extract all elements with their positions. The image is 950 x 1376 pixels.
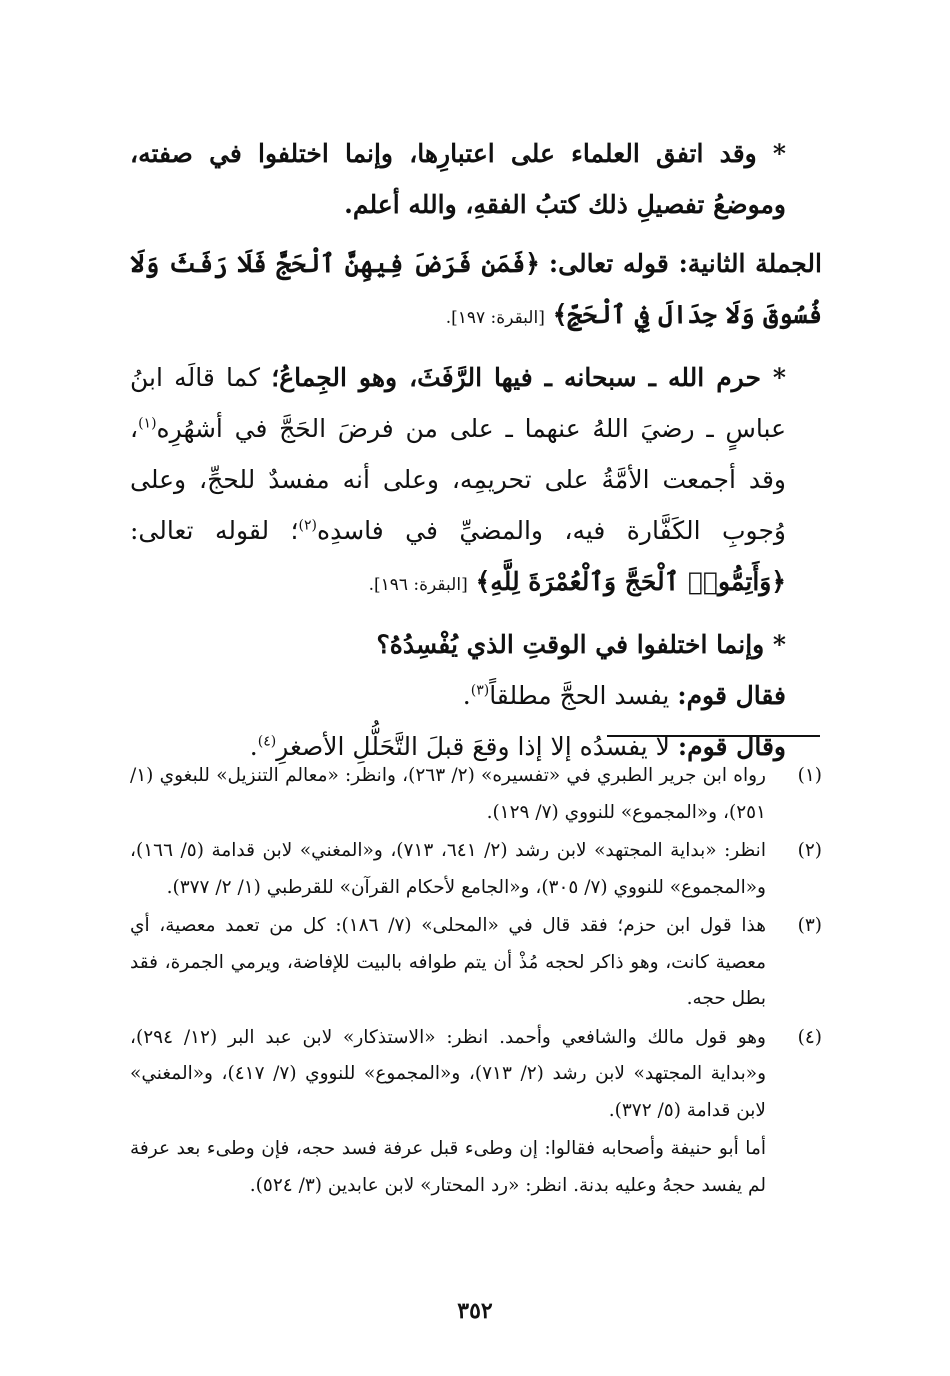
quran-verse-196: ﴿وَأَتِمُّوا۟ ٱلْحَجَّ وَٱلْعُمْرَةَ لِلَّهِ﴾ [475,567,786,596]
footnotes [130,758,822,1204]
footnote-divider [607,735,820,737]
page-number: ٣٥٢ [457,1298,493,1324]
quran-verse-197: ﴿فَمَن فَرَضَ فِيهِنَّ ٱلْحَجَّ فَلَا رَفَثَ وَلَا فُسُوقَ وَلَا جِدَالَ فِي ٱلْحَجِّ﴾ [130,249,822,329]
footnote-2 [130,833,822,906]
paragraph-5-label: فقال قوم: [677,681,786,710]
verse-reference-197: [البقرة: ١٩٧]. [445,308,545,328]
footnote-4-continuation: أما أبو حنيفة وأصحابه فقالوا: إن وطىء قبل عرفة فسد حجه، فإن وطىء بعد عرفة لم يفسد حجهُ وعليه بدنة. انظر: «رد المحتار» لابن عابدين (٣/ ٥٢٤). [130,1138,766,1196]
footnote-number: (٢) [797,840,822,861]
paragraph-5-end: . [462,681,471,710]
footnote-ref-2: (٢) [298,517,317,534]
paragraph-3-text-3: ؛ لقوله تعالى: [130,516,299,545]
paragraph-3-bold: * حرم الله ـ سبحانه ـ فيها الرَّفَثَ، وهو الجِماعُ؛ [271,363,787,392]
footnote-ref-4: (٤) [257,733,277,750]
footnote-text: هذا قول ابن حزم؛ فقد قال في «المحلى» (٧/ ١٨٦): كل من تعمد معصية، أي معصية كانت، وهو ذاكر لحجه مُذْ أن يتم طوافه بالبيت للإفاضة، ويرمي الجمرة، فقد بطل حجه. [130,915,767,1009]
footnote-3 [130,908,822,1018]
main-text [130,128,822,772]
paragraph-2 [130,238,822,344]
paragraph-6-label: وقال قوم: [677,732,786,761]
paragraph-4-text: * وإنما اختلفوا في الوقتِ الذي يُفْسِدُهُ؟ [376,630,786,659]
footnote-text: انظر: «بداية المجتهد» لابن رشد (٢/ ٦٤١، ٧١٣)، و«المغني» لابن قدامة (٥/ ١٦٦)، و«المجموع» للنووي (٧/ ٣٠٥)، و«الجامع لأحكام القرآن» للقرطبي (١/ ٢/ ٣٧٧). [130,840,766,898]
paragraph-5 [130,670,822,721]
paragraph-3-text-2: ، وقد أجمعت الأمَّةُ على تحريمِه، وعلى أنه مفسدٌ للحجِّ، وعلى وُجوبِ الكَفَّارة فيه، والمضيِّ في فاسدِه [130,414,786,545]
footnote-ref-3: (٣) [470,682,490,699]
paragraph-6-text: لا يفسدُه إلا إذا وقعَ قبلَ التَّحَلُّلِ الأصغرِ [276,732,670,761]
footnote-number: (٣) [797,915,822,936]
footnote-4 [130,1020,822,1130]
footnote-text: رواه ابن جرير الطبري في «تفسيره» (٢/ ٢٦٣)، وانظر: «معالم التنزيل» للبغوي (١/ ٢٥١)، و«المجموع» للنووي (٧/ ١٢٩). [130,765,766,823]
paragraph-3-text: كما قالَه ابنُ عباسٍ ـ رضيَ اللهُ عنهما ـ على من فرضَ الحَجَّ في أشهُرِه [130,363,786,443]
paragraph-6-end: . [249,732,258,761]
footnote-ref-1: (١) [138,415,157,432]
paragraph-1-text: * وقد اتفق العلماء على اعتبارِها، وإنما اختلفوا في صفته، وموضعُ تفصيلِ ذلك كتبُ الفقهِ، والله أعلم. [130,139,786,219]
footnote-number: (١) [797,765,822,786]
footnote-text: وهو قول مالك والشافعي وأحمد. انظر: «الاستذكار» لابن عبد البر (١٢/ ٢٩٤)، و«بداية المجتهد» لابن رشد (٢/ ٧١٣)، و«المجموع» للنووي (٧/ ٤١٧)، و«المغني» لابن قدامة (٥/ ٣٧٢). [130,1026,767,1121]
verse-reference-196: [البقرة: ١٩٦]. [368,575,468,595]
second-sentence-label: الجملة الثانية: قوله تعالى: [548,249,822,278]
paragraph-4 [130,619,822,670]
paragraph-5-text: يفسد الحجَّ مطلقاً [489,681,670,710]
footnote-1 [130,758,822,831]
footnote-number: (٤) [797,1026,822,1048]
paragraph-1 [130,128,822,230]
paragraph-3 [130,352,822,611]
